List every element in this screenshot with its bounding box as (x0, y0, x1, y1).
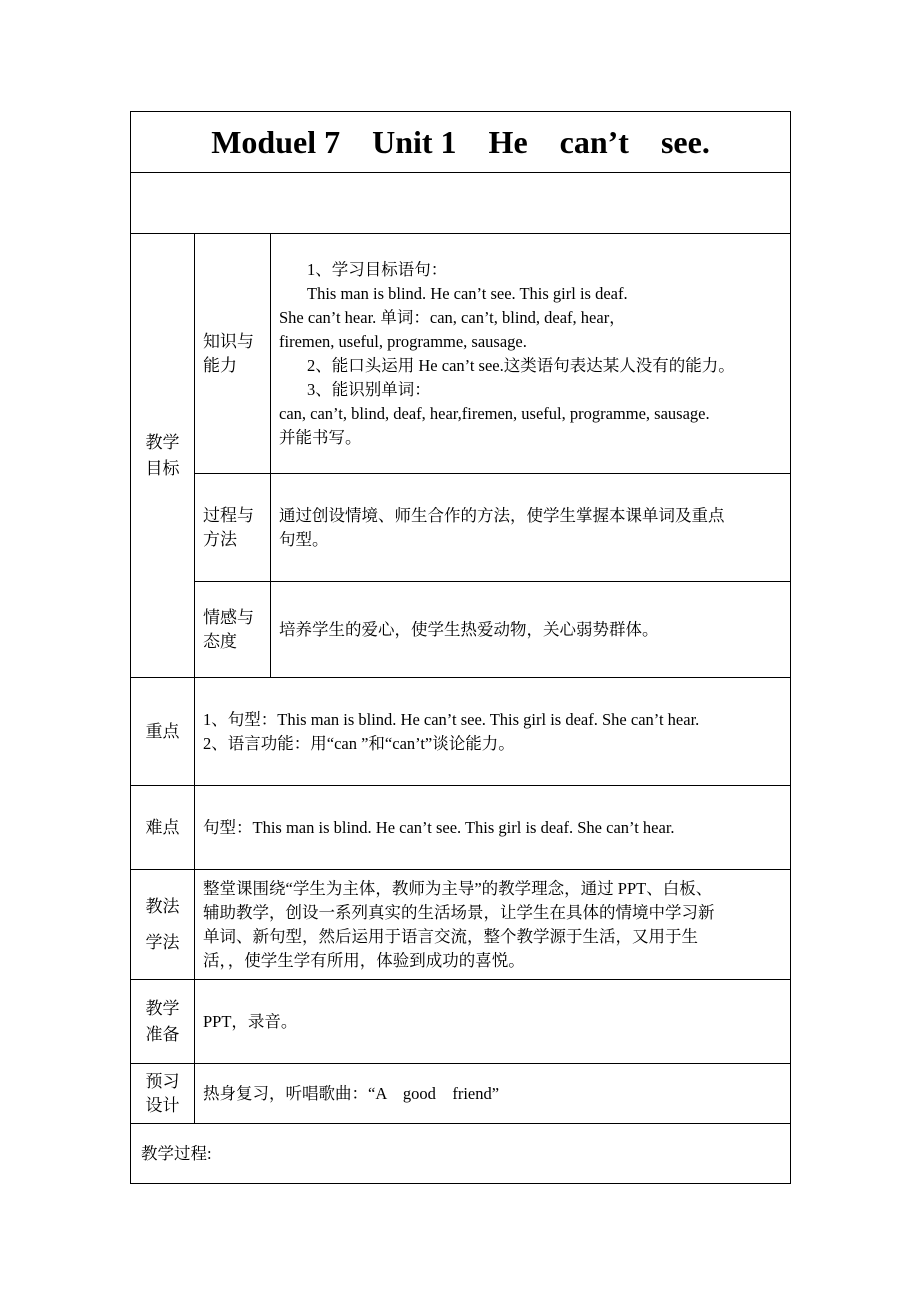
process-line: 句型。 (279, 529, 329, 549)
key-points-label: 重点 (131, 678, 195, 786)
difficulties-content: 句型：This man is blind. He can’t see. This girl is deaf. She can’t hear. (195, 786, 791, 870)
knowledge-line: This man is blind. He can’t see. This girl is deaf. (307, 283, 628, 303)
knowledge-label: 知识与 能力 (195, 234, 271, 474)
key-point-line: 1、句型：This man is blind. He can’t see. This girl is deaf. She can’t hear. (203, 709, 700, 729)
methods-line: 辅助教学，创设一系列真实的生活场景，让学生在具体的情境中学习新 (203, 902, 715, 922)
preparation-content: PPT，录音。 (195, 980, 791, 1064)
blank-row (131, 173, 791, 234)
objectives-label: 教学 目标 (131, 234, 195, 678)
methods-line: 单词、新句型，然后运用于语言交流，整个教学源于生活，又用于生 (203, 926, 698, 946)
knowledge-line: She can’t hear. 单词：can, can’t, blind, deaf, hear， (279, 307, 626, 327)
methods-content (195, 870, 791, 980)
methods-line: 活，，使学生学有所用，体验到成功的喜悦。 (203, 950, 525, 970)
process-label: 过程与 方法 (195, 474, 271, 582)
emotion-label: 情感与 态度 (195, 582, 271, 678)
methods-line: 整堂课围绕“学生为主体，教师为主导”的教学理念，通过 PPT、白板、 (203, 878, 713, 898)
difficulties-label: 难点 (131, 786, 195, 870)
lesson-plan-table (130, 111, 791, 1184)
knowledge-line: 2、能口头运用 He can’t see.这类语句表达某人没有的能力。 (307, 355, 735, 375)
lesson-title: Moduel 7 Unit 1 He can’t see. (131, 112, 791, 173)
methods-label: 教法 学法 (131, 870, 195, 980)
key-points-content (195, 678, 791, 786)
key-point-line: 2、语言功能：用“can ”和“can’t”谈论能力。 (203, 733, 515, 753)
knowledge-content (271, 234, 791, 474)
knowledge-line: 并能书写。 (279, 427, 362, 447)
preview-content: 热身复习，听唱歌曲：“A good friend” (195, 1064, 791, 1124)
knowledge-line: 1、学习目标语句： (307, 259, 448, 279)
knowledge-line: firemen, useful, programme, sausage. (279, 331, 527, 351)
emotion-content: 培养学生的爱心，使学生热爱动物，关心弱势群体。 (271, 582, 791, 678)
process-content (271, 474, 791, 582)
process-line: 通过创设情境、师生合作的方法，使学生掌握本课单词及重点 (279, 505, 725, 525)
knowledge-line: can, can’t, blind, deaf, hear,firemen, useful, programme, sausage. (279, 403, 710, 423)
teaching-process-label: 教学过程: (131, 1124, 791, 1184)
knowledge-line: 3、能识别单词： (307, 379, 431, 399)
preparation-label: 教学 准备 (131, 980, 195, 1064)
preview-label: 预习 设计 (131, 1064, 195, 1124)
